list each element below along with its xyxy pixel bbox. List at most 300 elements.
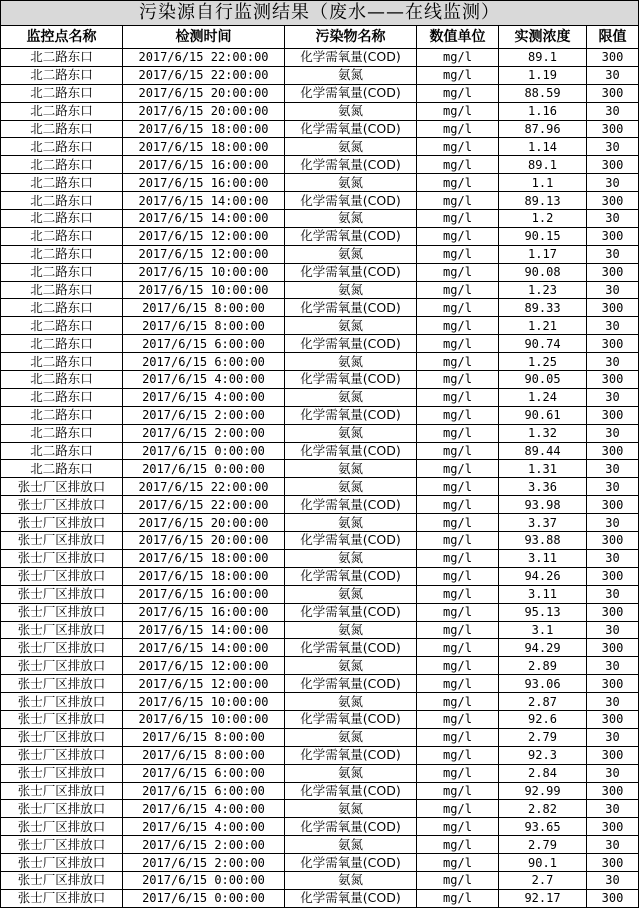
time-cell: 2017/6/15 12:00:00 — [123, 227, 285, 245]
table-row — [1, 192, 639, 210]
site-cell: 北二路东口 — [1, 371, 123, 389]
limit-cell: 300 — [587, 442, 639, 460]
unit-cell: mg/l — [417, 710, 499, 728]
limit-cell: 30 — [587, 102, 639, 120]
site-cell: 张士厂区排放口 — [1, 854, 123, 872]
concentration-cell: 1.17 — [499, 245, 587, 263]
concentration-cell: 2.84 — [499, 764, 587, 782]
pollutant-cell: 化学需氧量(COD) — [285, 406, 417, 424]
limit-cell: 300 — [587, 120, 639, 138]
unit-cell: mg/l — [417, 174, 499, 192]
report-title: 污染源自行监测结果（废水——在线监测） — [1, 1, 639, 26]
site-cell: 张士厂区排放口 — [1, 603, 123, 621]
pollutant-cell: 氨氮 — [285, 245, 417, 263]
time-cell: 2017/6/15 4:00:00 — [123, 388, 285, 406]
site-cell: 北二路东口 — [1, 210, 123, 228]
time-cell: 2017/6/15 8:00:00 — [123, 746, 285, 764]
unit-cell: mg/l — [417, 854, 499, 872]
concentration-cell: 1.24 — [499, 388, 587, 406]
table-row — [1, 532, 639, 550]
site-cell: 北二路东口 — [1, 424, 123, 442]
table-row — [1, 245, 639, 263]
time-cell: 2017/6/15 6:00:00 — [123, 353, 285, 371]
table-body — [1, 49, 639, 908]
unit-cell: mg/l — [417, 728, 499, 746]
concentration-cell: 1.32 — [499, 424, 587, 442]
concentration-cell: 90.05 — [499, 371, 587, 389]
table-row — [1, 603, 639, 621]
limit-cell: 30 — [587, 764, 639, 782]
site-cell: 北二路东口 — [1, 263, 123, 281]
limit-cell: 300 — [587, 406, 639, 424]
pollutant-cell: 化学需氧量(COD) — [285, 442, 417, 460]
time-cell: 2017/6/15 2:00:00 — [123, 406, 285, 424]
time-cell: 2017/6/15 4:00:00 — [123, 800, 285, 818]
pollutant-cell: 化学需氧量(COD) — [285, 371, 417, 389]
concentration-cell: 94.26 — [499, 567, 587, 585]
concentration-cell: 93.98 — [499, 496, 587, 514]
limit-cell: 30 — [587, 836, 639, 854]
unit-cell: mg/l — [417, 800, 499, 818]
time-cell: 2017/6/15 12:00:00 — [123, 657, 285, 675]
unit-cell: mg/l — [417, 764, 499, 782]
time-cell: 2017/6/15 4:00:00 — [123, 371, 285, 389]
time-cell: 2017/6/15 0:00:00 — [123, 460, 285, 478]
pollutant-cell: 化学需氧量(COD) — [285, 263, 417, 281]
pollutant-cell: 氨氮 — [285, 549, 417, 567]
unit-cell: mg/l — [417, 657, 499, 675]
table-row — [1, 871, 639, 889]
table-row — [1, 227, 639, 245]
table-row — [1, 728, 639, 746]
unit-cell: mg/l — [417, 120, 499, 138]
time-cell: 2017/6/15 20:00:00 — [123, 84, 285, 102]
site-cell: 北二路东口 — [1, 156, 123, 174]
pollutant-cell: 氨氮 — [285, 764, 417, 782]
table-row — [1, 549, 639, 567]
pollutant-cell: 化学需氧量(COD) — [285, 746, 417, 764]
table-row — [1, 710, 639, 728]
concentration-cell: 87.96 — [499, 120, 587, 138]
concentration-cell: 90.61 — [499, 406, 587, 424]
pollutant-cell: 化学需氧量(COD) — [285, 120, 417, 138]
unit-cell: mg/l — [417, 66, 499, 84]
unit-cell: mg/l — [417, 156, 499, 174]
site-cell: 张士厂区排放口 — [1, 836, 123, 854]
site-cell: 北二路东口 — [1, 174, 123, 192]
limit-cell: 30 — [587, 621, 639, 639]
pollutant-cell: 化学需氧量(COD) — [285, 49, 417, 67]
table-row — [1, 120, 639, 138]
table-row — [1, 460, 639, 478]
limit-cell: 300 — [587, 156, 639, 174]
limit-cell: 300 — [587, 263, 639, 281]
pollutant-cell: 氨氮 — [285, 871, 417, 889]
limit-cell: 300 — [587, 49, 639, 67]
unit-cell: mg/l — [417, 496, 499, 514]
concentration-cell: 2.82 — [499, 800, 587, 818]
limit-cell: 300 — [587, 889, 639, 907]
title-row — [1, 1, 639, 26]
pollutant-cell: 氨氮 — [285, 836, 417, 854]
pollutant-cell: 化学需氧量(COD) — [285, 156, 417, 174]
table-row — [1, 317, 639, 335]
pollutant-cell: 化学需氧量(COD) — [285, 335, 417, 353]
table-row — [1, 49, 639, 67]
table-row — [1, 585, 639, 603]
limit-cell: 30 — [587, 138, 639, 156]
limit-cell: 300 — [587, 532, 639, 550]
table-row — [1, 424, 639, 442]
header-row — [1, 26, 639, 49]
pollutant-cell: 氨氮 — [285, 102, 417, 120]
pollutant-cell: 化学需氧量(COD) — [285, 496, 417, 514]
limit-cell: 30 — [587, 728, 639, 746]
unit-cell: mg/l — [417, 299, 499, 317]
limit-cell: 30 — [587, 478, 639, 496]
table-row — [1, 800, 639, 818]
site-cell: 北二路东口 — [1, 138, 123, 156]
time-cell: 2017/6/15 18:00:00 — [123, 120, 285, 138]
table-row — [1, 514, 639, 532]
time-cell: 2017/6/15 16:00:00 — [123, 585, 285, 603]
table-row — [1, 371, 639, 389]
unit-cell: mg/l — [417, 424, 499, 442]
table-row — [1, 567, 639, 585]
pollutant-cell: 化学需氧量(COD) — [285, 782, 417, 800]
site-cell: 张士厂区排放口 — [1, 478, 123, 496]
site-cell: 北二路东口 — [1, 66, 123, 84]
unit-cell: mg/l — [417, 317, 499, 335]
time-cell: 2017/6/15 0:00:00 — [123, 889, 285, 907]
pollutant-cell: 氨氮 — [285, 66, 417, 84]
concentration-cell: 90.08 — [499, 263, 587, 281]
unit-cell: mg/l — [417, 388, 499, 406]
site-cell: 北二路东口 — [1, 317, 123, 335]
time-cell: 2017/6/15 14:00:00 — [123, 639, 285, 657]
time-cell: 2017/6/15 22:00:00 — [123, 478, 285, 496]
limit-cell: 30 — [587, 424, 639, 442]
concentration-cell: 3.11 — [499, 585, 587, 603]
concentration-cell: 93.88 — [499, 532, 587, 550]
site-cell: 张士厂区排放口 — [1, 746, 123, 764]
concentration-cell: 94.29 — [499, 639, 587, 657]
concentration-cell: 89.1 — [499, 49, 587, 67]
site-cell: 北二路东口 — [1, 281, 123, 299]
site-cell: 北二路东口 — [1, 442, 123, 460]
table-row — [1, 478, 639, 496]
limit-cell: 300 — [587, 335, 639, 353]
unit-cell: mg/l — [417, 281, 499, 299]
limit-cell: 300 — [587, 782, 639, 800]
time-cell: 2017/6/15 2:00:00 — [123, 836, 285, 854]
header-unit: 数值单位 — [417, 26, 499, 49]
limit-cell: 300 — [587, 854, 639, 872]
concentration-cell: 92.6 — [499, 710, 587, 728]
site-cell: 北二路东口 — [1, 192, 123, 210]
site-cell: 张士厂区排放口 — [1, 621, 123, 639]
table-row — [1, 836, 639, 854]
site-cell: 张士厂区排放口 — [1, 532, 123, 550]
pollutant-cell: 化学需氧量(COD) — [285, 818, 417, 836]
limit-cell: 300 — [587, 192, 639, 210]
unit-cell: mg/l — [417, 639, 499, 657]
time-cell: 2017/6/15 6:00:00 — [123, 782, 285, 800]
limit-cell: 30 — [587, 353, 639, 371]
concentration-cell: 89.13 — [499, 192, 587, 210]
table-row — [1, 102, 639, 120]
limit-cell: 300 — [587, 299, 639, 317]
concentration-cell: 90.74 — [499, 335, 587, 353]
table-row — [1, 299, 639, 317]
concentration-cell: 1.1 — [499, 174, 587, 192]
concentration-cell: 1.19 — [499, 66, 587, 84]
pollutant-cell: 氨氮 — [285, 353, 417, 371]
site-cell: 北二路东口 — [1, 49, 123, 67]
site-cell: 张士厂区排放口 — [1, 818, 123, 836]
time-cell: 2017/6/15 14:00:00 — [123, 192, 285, 210]
unit-cell: mg/l — [417, 460, 499, 478]
time-cell: 2017/6/15 22:00:00 — [123, 496, 285, 514]
site-cell: 张士厂区排放口 — [1, 585, 123, 603]
table-row — [1, 693, 639, 711]
pollutant-cell: 氨氮 — [285, 478, 417, 496]
unit-cell: mg/l — [417, 514, 499, 532]
table-row — [1, 84, 639, 102]
limit-cell: 300 — [587, 639, 639, 657]
unit-cell: mg/l — [417, 210, 499, 228]
site-cell: 张士厂区排放口 — [1, 728, 123, 746]
table-row — [1, 621, 639, 639]
table-row — [1, 335, 639, 353]
concentration-cell: 93.06 — [499, 675, 587, 693]
table-row — [1, 746, 639, 764]
unit-cell: mg/l — [417, 406, 499, 424]
limit-cell: 30 — [587, 693, 639, 711]
time-cell: 2017/6/15 22:00:00 — [123, 66, 285, 84]
pollutant-cell: 氨氮 — [285, 657, 417, 675]
table-row — [1, 138, 639, 156]
site-cell: 张士厂区排放口 — [1, 693, 123, 711]
site-cell: 张士厂区排放口 — [1, 800, 123, 818]
concentration-cell: 93.65 — [499, 818, 587, 836]
pollutant-cell: 化学需氧量(COD) — [285, 567, 417, 585]
pollutant-cell: 化学需氧量(COD) — [285, 710, 417, 728]
time-cell: 2017/6/15 16:00:00 — [123, 156, 285, 174]
site-cell: 张士厂区排放口 — [1, 764, 123, 782]
limit-cell: 30 — [587, 317, 639, 335]
table-row — [1, 675, 639, 693]
concentration-cell: 92.99 — [499, 782, 587, 800]
time-cell: 2017/6/15 14:00:00 — [123, 621, 285, 639]
time-cell: 2017/6/15 2:00:00 — [123, 854, 285, 872]
table-row — [1, 854, 639, 872]
site-cell: 北二路东口 — [1, 460, 123, 478]
unit-cell: mg/l — [417, 138, 499, 156]
pollutant-cell: 化学需氧量(COD) — [285, 532, 417, 550]
site-cell: 张士厂区排放口 — [1, 514, 123, 532]
time-cell: 2017/6/15 10:00:00 — [123, 281, 285, 299]
site-cell: 北二路东口 — [1, 353, 123, 371]
concentration-cell: 1.21 — [499, 317, 587, 335]
limit-cell: 300 — [587, 818, 639, 836]
header-time: 检测时间 — [123, 26, 285, 49]
site-cell: 张士厂区排放口 — [1, 675, 123, 693]
unit-cell: mg/l — [417, 371, 499, 389]
concentration-cell: 3.36 — [499, 478, 587, 496]
concentration-cell: 3.1 — [499, 621, 587, 639]
unit-cell: mg/l — [417, 49, 499, 67]
limit-cell: 30 — [587, 245, 639, 263]
unit-cell: mg/l — [417, 746, 499, 764]
limit-cell: 30 — [587, 657, 639, 675]
site-cell: 张士厂区排放口 — [1, 496, 123, 514]
time-cell: 2017/6/15 18:00:00 — [123, 567, 285, 585]
table-row — [1, 889, 639, 907]
time-cell: 2017/6/15 10:00:00 — [123, 693, 285, 711]
unit-cell: mg/l — [417, 621, 499, 639]
concentration-cell: 2.7 — [499, 871, 587, 889]
limit-cell: 30 — [587, 281, 639, 299]
time-cell: 2017/6/15 0:00:00 — [123, 871, 285, 889]
table-row — [1, 66, 639, 84]
time-cell: 2017/6/15 4:00:00 — [123, 818, 285, 836]
pollutant-cell: 氨氮 — [285, 138, 417, 156]
unit-cell: mg/l — [417, 818, 499, 836]
concentration-cell: 90.15 — [499, 227, 587, 245]
time-cell: 2017/6/15 20:00:00 — [123, 514, 285, 532]
concentration-cell: 3.37 — [499, 514, 587, 532]
site-cell: 北二路东口 — [1, 120, 123, 138]
pollutant-cell: 化学需氧量(COD) — [285, 227, 417, 245]
limit-cell: 30 — [587, 514, 639, 532]
table-row — [1, 496, 639, 514]
pollutant-cell: 氨氮 — [285, 424, 417, 442]
time-cell: 2017/6/15 8:00:00 — [123, 317, 285, 335]
time-cell: 2017/6/15 16:00:00 — [123, 174, 285, 192]
table-row — [1, 406, 639, 424]
site-cell: 北二路东口 — [1, 335, 123, 353]
time-cell: 2017/6/15 8:00:00 — [123, 728, 285, 746]
time-cell: 2017/6/15 22:00:00 — [123, 49, 285, 67]
header-site: 监控点名称 — [1, 26, 123, 49]
time-cell: 2017/6/15 2:00:00 — [123, 424, 285, 442]
site-cell: 北二路东口 — [1, 245, 123, 263]
limit-cell: 300 — [587, 567, 639, 585]
table-row — [1, 388, 639, 406]
time-cell: 2017/6/15 0:00:00 — [123, 442, 285, 460]
table-row — [1, 782, 639, 800]
pollutant-cell: 氨氮 — [285, 317, 417, 335]
pollutant-cell: 化学需氧量(COD) — [285, 299, 417, 317]
pollutant-cell: 氨氮 — [285, 585, 417, 603]
limit-cell: 300 — [587, 710, 639, 728]
concentration-cell: 2.87 — [499, 693, 587, 711]
pollutant-cell: 化学需氧量(COD) — [285, 639, 417, 657]
time-cell: 2017/6/15 18:00:00 — [123, 549, 285, 567]
limit-cell: 30 — [587, 549, 639, 567]
table-row — [1, 639, 639, 657]
pollutant-cell: 氨氮 — [285, 388, 417, 406]
unit-cell: mg/l — [417, 889, 499, 907]
limit-cell: 30 — [587, 585, 639, 603]
pollutant-cell: 化学需氧量(COD) — [285, 854, 417, 872]
unit-cell: mg/l — [417, 102, 499, 120]
time-cell: 2017/6/15 14:00:00 — [123, 210, 285, 228]
unit-cell: mg/l — [417, 603, 499, 621]
site-cell: 张士厂区排放口 — [1, 710, 123, 728]
concentration-cell: 95.13 — [499, 603, 587, 621]
limit-cell: 30 — [587, 210, 639, 228]
pollutant-cell: 化学需氧量(COD) — [285, 603, 417, 621]
site-cell: 张士厂区排放口 — [1, 639, 123, 657]
table-row — [1, 442, 639, 460]
pollutant-cell: 氨氮 — [285, 693, 417, 711]
site-cell: 张士厂区排放口 — [1, 871, 123, 889]
unit-cell: mg/l — [417, 192, 499, 210]
concentration-cell: 89.1 — [499, 156, 587, 174]
concentration-cell: 92.17 — [499, 889, 587, 907]
time-cell: 2017/6/15 20:00:00 — [123, 102, 285, 120]
limit-cell: 300 — [587, 371, 639, 389]
limit-cell: 300 — [587, 496, 639, 514]
unit-cell: mg/l — [417, 245, 499, 263]
table-row — [1, 210, 639, 228]
unit-cell: mg/l — [417, 675, 499, 693]
concentration-cell: 89.44 — [499, 442, 587, 460]
pollutant-cell: 化学需氧量(COD) — [285, 192, 417, 210]
table-row — [1, 281, 639, 299]
site-cell: 北二路东口 — [1, 84, 123, 102]
time-cell: 2017/6/15 6:00:00 — [123, 335, 285, 353]
unit-cell: mg/l — [417, 836, 499, 854]
pollutant-cell: 氨氮 — [285, 621, 417, 639]
unit-cell: mg/l — [417, 693, 499, 711]
limit-cell: 30 — [587, 460, 639, 478]
site-cell: 张士厂区排放口 — [1, 567, 123, 585]
concentration-cell: 92.3 — [499, 746, 587, 764]
concentration-cell: 90.1 — [499, 854, 587, 872]
pollutant-cell: 化学需氧量(COD) — [285, 889, 417, 907]
concentration-cell: 1.2 — [499, 210, 587, 228]
pollutant-cell: 氨氮 — [285, 281, 417, 299]
limit-cell: 300 — [587, 675, 639, 693]
unit-cell: mg/l — [417, 353, 499, 371]
time-cell: 2017/6/15 18:00:00 — [123, 138, 285, 156]
unit-cell: mg/l — [417, 335, 499, 353]
table-row — [1, 174, 639, 192]
unit-cell: mg/l — [417, 532, 499, 550]
concentration-cell: 2.79 — [499, 836, 587, 854]
pollutant-cell: 化学需氧量(COD) — [285, 84, 417, 102]
concentration-cell: 1.14 — [499, 138, 587, 156]
pollutant-cell: 氨氮 — [285, 210, 417, 228]
table-row — [1, 657, 639, 675]
header-limit: 限值 — [587, 26, 639, 49]
pollutant-cell: 氨氮 — [285, 174, 417, 192]
limit-cell: 300 — [587, 227, 639, 245]
time-cell: 2017/6/15 6:00:00 — [123, 764, 285, 782]
pollutant-cell: 氨氮 — [285, 514, 417, 532]
table-row — [1, 156, 639, 174]
unit-cell: mg/l — [417, 567, 499, 585]
limit-cell: 300 — [587, 84, 639, 102]
unit-cell: mg/l — [417, 478, 499, 496]
header-concentration: 实测浓度 — [499, 26, 587, 49]
site-cell: 北二路东口 — [1, 227, 123, 245]
unit-cell: mg/l — [417, 871, 499, 889]
limit-cell: 300 — [587, 603, 639, 621]
